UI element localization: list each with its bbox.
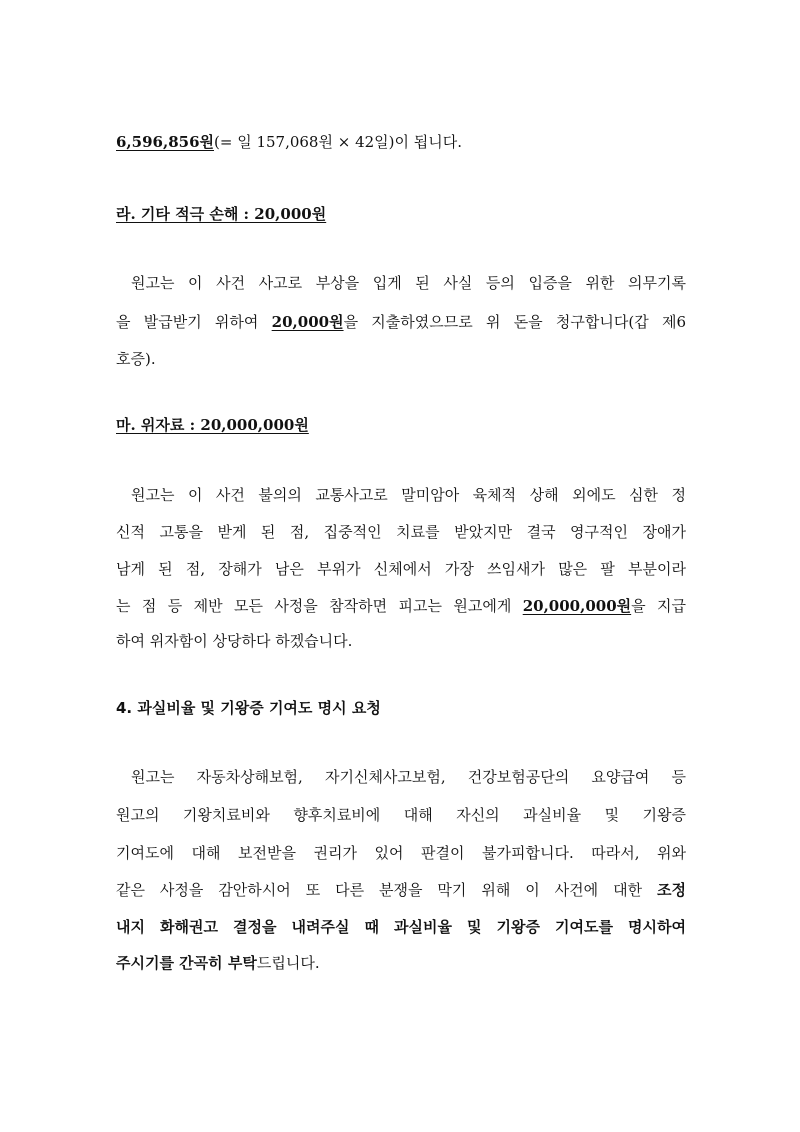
section-ra-line-2-pre: 을 발급받기 위하여 — [116, 313, 259, 331]
section-ma-line-4-pre: 는 점 등 제반 모든 사정을 참작하면 피고는 원고에게 — [116, 597, 512, 615]
section-ma-line-1: 원고는 이 사건 불의의 교통사고로 말미암아 육체적 상해 외에도 심한 정 — [131, 486, 686, 504]
section-ma-line-3: 남게 된 점, 장해가 남은 부위가 신체에서 가장 쓰임새가 많은 팔 부분이라 — [116, 560, 686, 578]
section-4-line-6 — [116, 953, 686, 973]
section-ra-amount: 20,000원 — [271, 313, 344, 331]
section-ma-amount: 20,000,000원 — [522, 597, 632, 615]
section-ma-line-4-post: 을 지급 — [631, 597, 686, 615]
section-4-line-2: 원고의 기왕치료비와 향후치료비에 대해 자신의 과실비율 및 기왕증 — [116, 806, 686, 824]
section-4-line-4-bold: 조정 — [657, 881, 686, 899]
section-ra-line-2-post: 을 지출하였으므로 위 돈을 청구합니다(갑 제6 — [343, 313, 686, 331]
intro-amount: 6,596,856원 — [116, 133, 214, 151]
section-4-line-6-bold: 주시기를 간곡히 부탁 — [116, 954, 257, 972]
section-4-line-6-post: 드립니다. — [256, 954, 320, 972]
section-ma-line-5: 하여 위자함이 상당하다 하겠습니다. — [116, 632, 353, 650]
section-4-line-1: 원고는 자동차상해보험, 자기신체사고보험, 건강보험공단의 요양급여 등 — [131, 768, 686, 786]
section-4-heading: 4. 과실비율 및 기왕증 기여도 명시 요청 — [116, 699, 381, 717]
section-4-line-5: 내지 화해권고 결정을 내려주실 때 과실비율 및 기왕증 기여도를 명시하여 — [116, 918, 686, 936]
section-ma-line-2: 신적 고통을 받게 된 점, 집중적인 치료를 받았지만 결국 영구적인 장애가 — [116, 523, 686, 541]
section-ma-heading: 마. 위자료 : 20,000,000원 — [116, 416, 309, 434]
section-ra-line-1: 원고는 이 사건 사고로 부상을 입게 된 사실 등의 입증을 위한 의무기록 — [131, 274, 686, 292]
section-4-line-4 — [116, 880, 686, 900]
intro-rest: (= 일 157,068원 × 42일)이 됩니다. — [214, 133, 462, 151]
section-4-line-4-pre: 같은 사정을 감안하시어 또 다른 분쟁을 막기 위해 이 사건에 대한 — [116, 881, 643, 899]
section-ra-line-3: 호증). — [116, 350, 156, 368]
intro-line — [116, 132, 686, 152]
section-4-line-3: 기여도에 대해 보전받을 권리가 있어 판결이 불가피합니다. 따라서, 위와 — [116, 844, 686, 862]
section-ra-line-2 — [116, 312, 686, 332]
section-ma-line-4 — [116, 596, 686, 616]
section-ra-heading: 라. 기타 적극 손해 : 20,000원 — [116, 205, 327, 223]
